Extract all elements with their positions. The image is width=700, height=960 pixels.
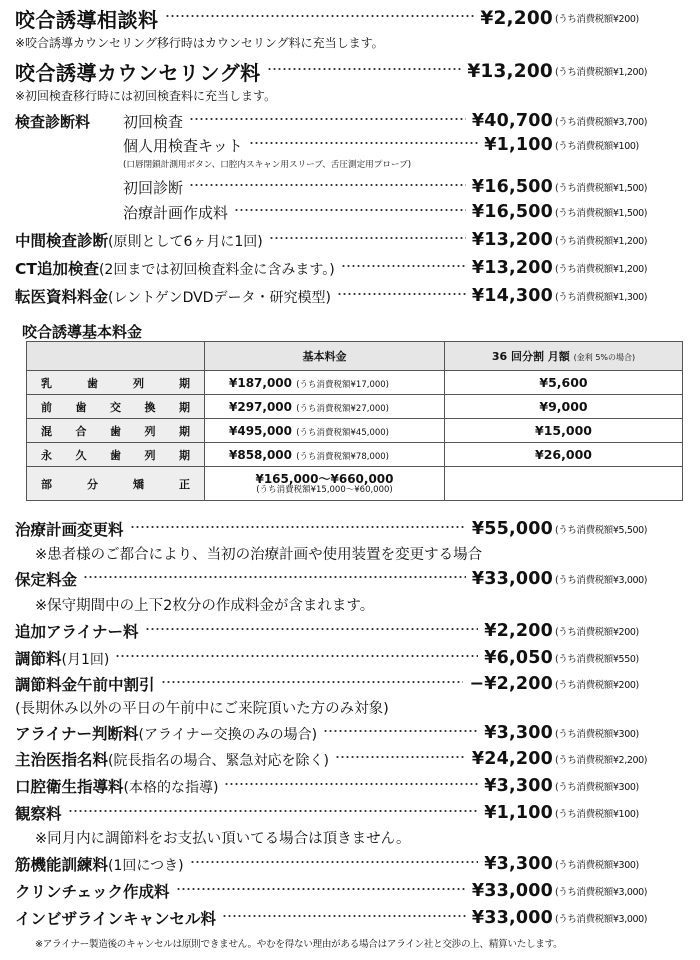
fee-name: インビザラインキャンセル料	[15, 910, 217, 928]
table-row	[27, 419, 683, 443]
fee-tax: (うち消費税額¥1,200)	[555, 236, 648, 247]
fee-price: ¥13,200	[471, 230, 553, 250]
table-cell-category: 混 合 歯 列 期	[27, 419, 205, 443]
leader-dots	[115, 650, 478, 662]
fee-name: クリンチェック作成料	[15, 883, 170, 901]
table-header-monthly: 36 回分割 月額 (金利 5%の場合)	[445, 342, 683, 371]
fee-tax: (うち消費税額¥3,700)	[555, 117, 648, 128]
leader-dots	[234, 204, 466, 216]
leader-dots	[222, 910, 466, 922]
fee-name: CT追加検査	[15, 260, 99, 278]
fee-row-oral-hygiene	[15, 774, 687, 798]
fee-name: 主治医指名料	[15, 751, 109, 769]
fee-tax: (うち消費税額¥200)	[555, 14, 639, 25]
table-cell-category: 前 歯 交 換 期	[27, 395, 205, 419]
fee-row-myofunctional	[15, 852, 687, 876]
table-cell-base: ¥297,000 (うち消費税額¥27,000)	[205, 395, 445, 419]
fee-tax: (うち消費税額¥5,500)	[555, 525, 648, 536]
fee-name: 中間検査診断	[15, 232, 109, 250]
fee-row-initial-exam	[15, 109, 687, 133]
fee-name: 口腔衛生指導料	[15, 778, 124, 796]
fee-row-observation	[15, 801, 687, 825]
leader-dots	[190, 856, 479, 868]
fee-name: アライナー判断料	[15, 725, 139, 743]
note-plan-change: ※患者様のご都合により、当初の治療計画や使用装置を変更する場合	[35, 547, 483, 563]
fee-name: 調節料	[15, 650, 62, 668]
table-cell-base: ¥858,000 (うち消費税額¥78,000)	[205, 443, 445, 467]
leader-dots	[224, 778, 478, 790]
fee-paren: (院長指名の場合、緊急対応を除く)	[108, 753, 329, 769]
note-retention: ※保守期間中の上下2枚分の作成料金が含まれます。	[35, 598, 375, 614]
table-cell-monthly: ¥9,000	[445, 395, 683, 419]
leader-dots	[189, 179, 466, 191]
fee-price: ¥40,700	[471, 111, 553, 131]
table-cell-base: ¥495,000 (うち消費税額¥45,000)	[205, 419, 445, 443]
fee-row-adjustment	[15, 646, 687, 670]
fee-tax: (うち消費税額¥1,200)	[555, 67, 648, 78]
fee-price: ¥16,500	[471, 177, 553, 197]
leader-dots	[165, 10, 475, 22]
fee-price: ¥1,100	[484, 803, 553, 823]
leader-dots	[189, 113, 466, 125]
fee-paren: (2回までは初回検査料金に含みます。)	[98, 262, 335, 278]
fee-row-invisalign-cancel	[15, 906, 687, 930]
fee-row-exam-kit	[15, 133, 687, 157]
fee-name: 追加アライナー料	[15, 623, 139, 641]
fee-tax: (うち消費税額¥200)	[555, 680, 639, 691]
fee-paren: (本格的な指導)	[123, 780, 219, 796]
fee-name: 咬合誘導相談料	[15, 7, 159, 32]
fee-tax: (うち消費税額¥2,200)	[555, 755, 648, 766]
table-cell-category: 永 久 歯 列 期	[27, 443, 205, 467]
table-header-row	[27, 342, 683, 371]
leader-dots	[249, 137, 479, 149]
fee-tax: (うち消費税額¥1,500)	[555, 183, 648, 194]
fee-price: ¥55,000	[471, 519, 553, 539]
fee-name: 転医資料料金	[15, 288, 109, 306]
fee-row-initial-diagnosis	[15, 175, 687, 199]
table-cell-category: 乳 歯 列 期	[27, 371, 205, 395]
note-exam-kit: (口唇閉鎖計測用ボタン、口腔内スキャン用スリーブ、舌圧測定用プローブ)	[123, 160, 412, 170]
leader-dots	[269, 232, 466, 244]
fee-paren: (レントゲンDVDデータ・研究模型)	[108, 290, 331, 306]
fee-price: ¥3,300	[484, 776, 553, 796]
fee-price: ¥3,300	[484, 854, 553, 874]
fee-price: ¥13,200	[467, 60, 553, 82]
fee-tax: (うち消費税額¥1,200)	[555, 264, 648, 275]
table-header-blank	[27, 342, 205, 371]
fee-row-additional-aligner	[15, 619, 687, 643]
fee-paren: (原則として6ヶ月に1回)	[108, 234, 263, 250]
table-cell-base: ¥187,000 (うち消費税額¥17,000)	[205, 371, 445, 395]
fee-price: ¥33,000	[471, 908, 553, 928]
fee-row-plan-change	[15, 517, 687, 541]
fee-tax: (うち消費税額¥300)	[555, 782, 639, 793]
fee-paren: (月1回)	[61, 652, 110, 668]
fee-name: 筋機能訓練料	[15, 856, 109, 874]
table-cell-base: ¥165,000～¥660,000 (うち消費税額¥15,000～¥60,000)	[205, 467, 445, 501]
leader-dots	[341, 260, 466, 272]
fee-row-aligner-judgment	[15, 721, 687, 745]
fee-row-ct-exam	[15, 256, 687, 280]
leader-dots	[161, 676, 464, 688]
table-cell-monthly: ¥15,000	[445, 419, 683, 443]
fee-tax: (うち消費税額¥3,000)	[555, 575, 648, 586]
note-morning-discount: (長期休み以外の平日の午前中にご来院頂いた方のみ対象)	[15, 701, 389, 717]
table-header-base: 基本料金	[205, 342, 445, 371]
fee-price: ¥1,100	[484, 135, 553, 155]
table-row	[27, 371, 683, 395]
fee-name: 治療計画作成料	[123, 203, 229, 222]
fee-name: 観察料	[15, 805, 62, 823]
fee-name: 個人用検査キット	[123, 136, 243, 155]
leader-dots	[145, 623, 479, 635]
fee-price: ¥13,200	[471, 258, 553, 278]
table-cell-monthly: ¥5,600	[445, 371, 683, 395]
fee-row-transfer-docs	[15, 284, 687, 308]
table-row-partial	[27, 467, 683, 501]
fee-tax: (うち消費税額¥1,300)	[555, 292, 648, 303]
fee-price: ¥2,200	[484, 621, 553, 641]
leader-dots	[176, 883, 466, 895]
leader-dots	[267, 63, 462, 75]
fee-tax: (うち消費税額¥550)	[555, 654, 639, 665]
fee-price: ¥2,200	[480, 7, 553, 29]
note-counseling-transfer: ※咬合誘導カウンセリング移行時はカウンセリング料に充当します。	[15, 36, 384, 50]
fee-name: 保定料金	[15, 571, 78, 589]
fee-row-interim-exam	[15, 228, 687, 252]
table-row	[27, 443, 683, 467]
note-observation: ※同月内に調節料をお支払い頂いてる場合は頂きません。	[35, 831, 411, 847]
fee-tax: (うち消費税額¥3,000)	[555, 914, 648, 925]
exam-section-label: 検査診断料	[15, 112, 91, 131]
fee-paren: (アライナー交換のみの場合)	[138, 727, 318, 743]
fee-name: 初回検査	[123, 112, 184, 131]
table-cell-monthly: ¥26,000	[445, 443, 683, 467]
leader-dots	[83, 571, 466, 583]
fee-price: ¥6,050	[484, 648, 553, 668]
fee-tax: (うち消費税額¥3,000)	[555, 887, 648, 898]
leader-dots	[68, 805, 479, 817]
note-initial-exam-transfer: ※初回検査移行時には初回検査料に充当します。	[15, 89, 277, 103]
basic-fee-table-title: 咬合誘導基本料金	[22, 323, 143, 341]
fee-price: −¥2,200	[469, 674, 553, 694]
fee-price: ¥33,000	[471, 569, 553, 589]
fee-price: ¥33,000	[471, 881, 553, 901]
table-row	[27, 395, 683, 419]
fee-price: ¥16,500	[471, 202, 553, 222]
fee-tax: (うち消費税額¥300)	[555, 860, 639, 871]
fee-name: 咬合誘導カウンセリング料	[15, 60, 261, 85]
leader-dots	[335, 751, 466, 763]
table-cell-monthly	[445, 467, 683, 501]
fee-tax: (うち消費税額¥1,500)	[555, 208, 648, 219]
fee-row-doctor-nomination	[15, 747, 687, 771]
fee-tax: (うち消費税額¥300)	[555, 729, 639, 740]
fee-row-clincheck	[15, 879, 687, 903]
fee-row-consultation	[15, 3, 687, 33]
fee-row-counseling	[15, 56, 687, 86]
fee-tax: (うち消費税額¥100)	[555, 809, 639, 820]
fee-price: ¥24,200	[471, 749, 553, 769]
fee-price: ¥14,300	[471, 286, 553, 306]
fee-name: 治療計画変更料	[15, 521, 124, 539]
fee-name: 調節料金午前中割引	[15, 676, 155, 694]
fee-row-treatment-plan	[15, 200, 687, 224]
fee-tax: (うち消費税額¥100)	[555, 141, 639, 152]
table-cell-category: 部 分 矯 正	[27, 467, 205, 501]
basic-fee-table	[26, 341, 683, 501]
leader-dots	[323, 725, 478, 737]
fee-row-morning-discount	[15, 672, 687, 696]
fee-name: 初回診断	[123, 178, 184, 197]
leader-dots	[130, 521, 466, 533]
note-cancellation: ※アライナー製造後のキャンセルは原則できません。やむを得ない理由がある場合はアライン社と交渉の上、精算いたします。	[35, 939, 563, 950]
fee-row-retention	[15, 567, 687, 591]
fee-paren: (1回につき)	[108, 858, 184, 874]
fee-tax: (うち消費税額¥200)	[555, 627, 639, 638]
fee-price: ¥3,300	[484, 723, 553, 743]
leader-dots	[337, 288, 466, 300]
